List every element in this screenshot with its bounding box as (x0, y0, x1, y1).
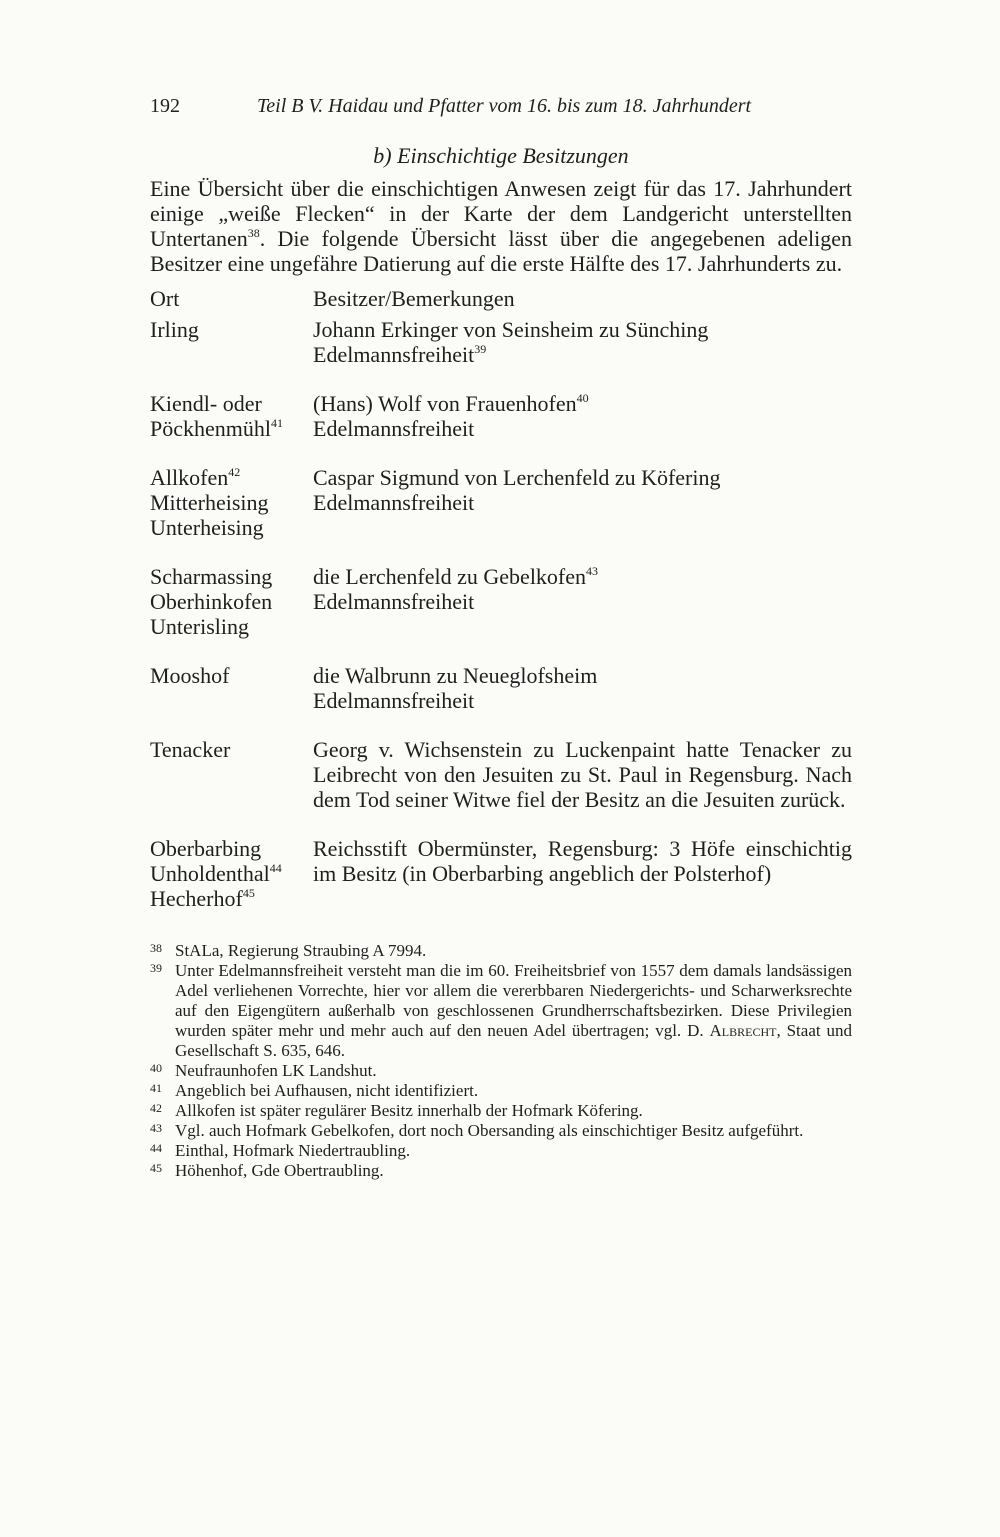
intro-text-1: Eine Übersicht über die einschichtigen Anwesen zeigt für das 17. Jahrhundert einige „weiße Flecken“ in der Karte der dem Landgericht unterstellten Untertanen (150, 176, 852, 251)
footnote-number: 42 (150, 1101, 162, 1115)
footnote-ref: 44 (269, 860, 282, 875)
besitzer-line (313, 317, 852, 342)
table-row (150, 465, 852, 540)
footnote-text: Höhenhof, Gde Obertraubling. (175, 1161, 384, 1180)
ort-line-text: Tenacker (150, 737, 231, 762)
column-header-ort: Ort (150, 286, 180, 311)
besitzer-cell (313, 465, 852, 540)
footnote (150, 941, 852, 961)
besitzer-line-text: Edelmannsfreiheit (313, 490, 475, 515)
besitzer-cell (313, 564, 852, 639)
ort-line (150, 836, 313, 861)
ort-line-text: Irling (150, 317, 199, 342)
table-row (150, 317, 852, 367)
besitzer-line (313, 836, 852, 886)
ort-line-text: Allkofen (150, 465, 229, 490)
ort-cell (150, 465, 313, 540)
table-row (150, 391, 852, 441)
footnote-number: 39 (150, 961, 162, 975)
besitzer-line (313, 737, 852, 812)
footnote-author: Albrecht (709, 1021, 777, 1040)
ort-line-text: Unholdenthal (150, 861, 270, 886)
footnote (150, 1161, 852, 1181)
besitzer-line-text: Edelmannsfreiheit (313, 688, 475, 713)
ort-line (150, 490, 313, 515)
besitzer-line-text: Edelmannsfreiheit (313, 589, 475, 614)
intro-paragraph (150, 176, 852, 276)
footnote-ref: 43 (586, 563, 599, 578)
footnote (150, 1081, 852, 1101)
intro-text-2: . Die folgende Übersicht lässt über die angegebenen adeligen Besitzer eine ungefähre Datierung auf die erste Hälfte des 17. Jahrhunderts zu. (150, 226, 852, 276)
footnote-ref: 45 (242, 885, 255, 900)
footnote-number: 41 (150, 1081, 162, 1095)
footnote-text: Einthal, Hofmark Niedertraubling. (175, 1141, 411, 1160)
besitzer-line (313, 564, 852, 589)
footnote-text: Neufraunhofen LK Landshut. (175, 1061, 377, 1080)
footnote-text: Vgl. auch Hofmark Gebelkofen, dort noch Obersanding als einschichtiger Besitz aufgeführt. (175, 1121, 804, 1140)
ort-line (150, 663, 313, 688)
besitzer-line (313, 663, 852, 688)
ort-cell (150, 663, 313, 713)
besitzer-line-text: Edelmannsfreiheit (313, 416, 475, 441)
section-title: b) Einschichtige Besitzungen (373, 143, 629, 168)
footnote-text (175, 961, 852, 1061)
footnote-number: 40 (150, 1061, 162, 1075)
footnotes (150, 941, 852, 1181)
footnote-text: StALa, Regierung Straubing A 7994. (175, 941, 427, 960)
ort-cell (150, 317, 313, 367)
ort-line-text: Hecherhof (150, 886, 243, 911)
ort-line-text: Pöckhenmühl (150, 416, 271, 441)
ort-cell (150, 836, 313, 911)
besitzer-cell (313, 737, 852, 812)
ort-cell (150, 391, 313, 441)
besitzer-line-text: Caspar Sigmund von Lerchenfeld zu Köfering (313, 465, 721, 490)
besitzer-line (313, 490, 852, 515)
page-number: 192 (150, 95, 180, 117)
ort-line (150, 614, 313, 639)
besitzer-line (313, 342, 852, 367)
footnote-ref: 41 (271, 415, 283, 430)
book-page (150, 92, 852, 1181)
footnote-text: Angeblich bei Aufhausen, nicht identifiziert. (175, 1081, 479, 1100)
intro-footnote-ref: 38 (247, 225, 260, 240)
besitzer-cell (313, 317, 852, 367)
footnote (150, 1061, 852, 1081)
table-row (150, 663, 852, 713)
besitzer-line-text: die Lerchenfeld zu Gebelkofen (313, 564, 587, 589)
ort-line (150, 737, 313, 762)
ort-cell (150, 564, 313, 639)
ort-line-text: Mooshof (150, 663, 230, 688)
ort-line (150, 416, 313, 441)
page-header (150, 92, 852, 120)
ort-line-text: Mitterheising (150, 490, 269, 515)
besitzer-line (313, 465, 852, 490)
footnote-ref: 39 (474, 341, 487, 356)
besitzer-line (313, 391, 852, 416)
ort-line (150, 861, 313, 886)
ort-line (150, 589, 313, 614)
besitzer-cell (313, 391, 852, 441)
ort-line (150, 886, 313, 911)
table-header-row (150, 286, 852, 311)
besitzer-line (313, 688, 852, 713)
footnote (150, 1101, 852, 1121)
besitzer-line-text: Reichsstift Obermünster, Regensburg: 3 Höfe einschichtig im Besitz (in Oberbarbing angeblich der Polsterhof) (313, 836, 852, 886)
besitzer-line-text: Johann Erkinger von Seinsheim zu Sünching (313, 317, 709, 342)
ort-line-text: Unterheising (150, 515, 264, 540)
besitzer-line-text: Edelmannsfreiheit (313, 342, 475, 367)
besitzer-line (313, 416, 852, 441)
footnote-number: 38 (150, 941, 162, 955)
footnote-text: Allkofen ist später regulärer Besitz innerhalb der Hofmark Köfering. (175, 1101, 643, 1120)
footnote-ref: 42 (228, 464, 241, 479)
footnote (150, 1121, 852, 1141)
footnote-number: 44 (150, 1141, 162, 1155)
footnote (150, 1141, 852, 1161)
ort-line (150, 317, 313, 342)
footnote-ref: 40 (576, 390, 589, 405)
table-row (150, 564, 852, 639)
footnote (150, 961, 852, 1061)
footnote-number: 43 (150, 1121, 162, 1135)
column-header-besitzer: Besitzer/Bemerkungen (313, 286, 515, 311)
ort-line-text: Unterisling (150, 614, 249, 639)
footnote-number: 45 (150, 1161, 162, 1175)
ort-cell (150, 737, 313, 812)
besitzer-line-text: die Walbrunn zu Neueglofsheim (313, 663, 598, 688)
besitzer-line (313, 589, 852, 614)
footnote-text-before: Unter Edelmannsfreiheit versteht man die im 60. Freiheitsbrief von 1557 dem damals landsässigen Adel verliehenen Vorrechte, hier vor allem die vererbbaren Niedergerichts- und Scharwerksrechte auf den Eigengütern außerhalb von geschlossenen Grundherrschaftsbezirken. Diese Privilegien wurden später mehr und mehr auch auf den neuen Adel übertragen; vgl. D. (175, 961, 852, 1040)
running-title: Teil B V. Haidau und Pfatter vom 16. bis zum 18. Jahrhundert (257, 95, 752, 117)
ort-line (150, 564, 313, 589)
ort-line (150, 465, 313, 490)
footnote-text-after: , Staat und Gesellschaft S. 635, 646. (175, 1021, 852, 1060)
besitzer-cell (313, 663, 852, 713)
ort-line-text: Scharmassing (150, 564, 273, 589)
holdings-table (150, 286, 852, 911)
ort-line (150, 391, 313, 416)
besitzer-cell (313, 836, 852, 911)
table-row (150, 737, 852, 812)
ort-line-text: Oberhinkofen (150, 589, 273, 614)
besitzer-line-text: (Hans) Wolf von Frauenhofen (313, 391, 577, 416)
ort-line (150, 515, 313, 540)
ort-line-text: Oberbarbing (150, 836, 262, 861)
table-row (150, 836, 852, 911)
besitzer-line-text: Georg v. Wichsenstein zu Luckenpaint hatte Tenacker zu Leibrecht von den Jesuiten zu St. Paul in Regensburg. Nach dem Tod seiner Witwe fiel der Besitz an die Jesuiten zurück. (313, 737, 852, 812)
ort-line-text: Kiendl- oder (150, 391, 262, 416)
